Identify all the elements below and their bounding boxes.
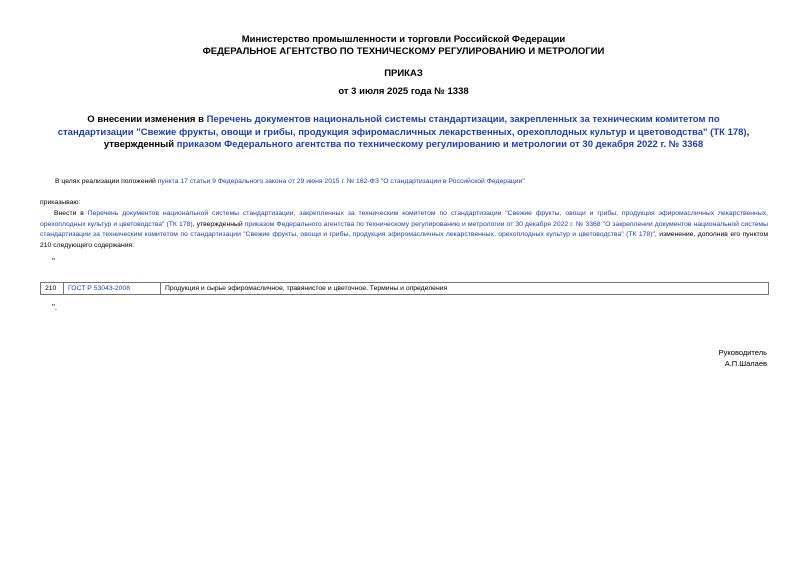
ministry-name: Министерство промышленности и торговли Российской Федерации — [241, 34, 566, 45]
signature-name: А.П.Шалаев — [724, 359, 767, 368]
doc-type: ПРИКАЗ — [384, 68, 423, 79]
order-word: приказываю: — [40, 199, 81, 206]
title-prefix: О внесении изменения в — [87, 114, 207, 125]
row-doc-cell — [64, 283, 161, 295]
p3-suffix: , изменение, дополнив его пунктом 210 следующего содержания: — [40, 231, 768, 249]
row-description: Продукция и сырье эфиромасличное, травянистое и цветочное. Термины и определения — [161, 283, 769, 295]
p3-list-link[interactable]: Перечень документов национальной системы стандартизации, закрепленных за техническим комитетом по стандартизации "Свежие фрукты, овощи и грибы, продукция эфиромасличных лекарственных, орехоплодных культур и цветоводства" (ТК 178) — [40, 210, 768, 228]
title-middle: , утвержденный — [103, 126, 750, 150]
p1-law-link[interactable]: пункта 17 статьи 9 Федерального закона от 29 июня 2015 г. № 162-ФЗ "О стандартизации в Российской Федерации" — [157, 178, 525, 185]
doc-date-number: от 3 июля 2025 года № 1338 — [338, 86, 469, 97]
title-link-list[interactable]: Перечень документов национальной системы стандартизации, закрепленных за техническим комитетом по стандартизации "Свежие фрукты, овощи и грибы, продукция эфиромасличных лекарственных, орехоплодных культур и цветоводства" (ТК 178) — [57, 114, 747, 138]
amendment-table — [40, 282, 769, 295]
row-doc-link[interactable]: ГОСТ Р 53043-2008 — [68, 285, 131, 292]
table-row — [41, 283, 769, 295]
quote-close: ". — [52, 303, 58, 312]
agency-name: ФЕДЕРАЛЬНОЕ АГЕНТСТВО ПО ТЕХНИЧЕСКОМУ РЕГУЛИРОВАНИЮ И МЕТРОЛОГИИ — [202, 46, 605, 57]
row-number: 210 — [41, 283, 64, 295]
paragraph-amendment — [40, 209, 768, 251]
p3-mid: , утвержденный — [192, 220, 245, 228]
quote-open: " — [52, 257, 55, 266]
p1-prefix: В целях реализации положений — [55, 178, 158, 185]
p3-prefix: Внести в — [54, 210, 88, 217]
signature-role: Руководитель — [718, 348, 767, 357]
document-title — [50, 114, 757, 152]
p3-order-link[interactable]: приказом Федерального агентства по техническому регулированию и метрологии от 30 декабря 2022 г. № 3368 "О закреплении документов национальной системы стандартизации за техническим комитетом по стандартизации "Свежие фрукты, овощи и грибы, продукция эфиромасличных лекарственных, орехоплодных культур и цветоводства" (ТК 178)" — [40, 220, 768, 238]
title-link-order[interactable]: приказом Федерального агентства по техническому регулированию и метрологии от 30 декабря 2022 г. № 3368 — [176, 139, 704, 150]
paragraph-basis — [55, 177, 775, 188]
